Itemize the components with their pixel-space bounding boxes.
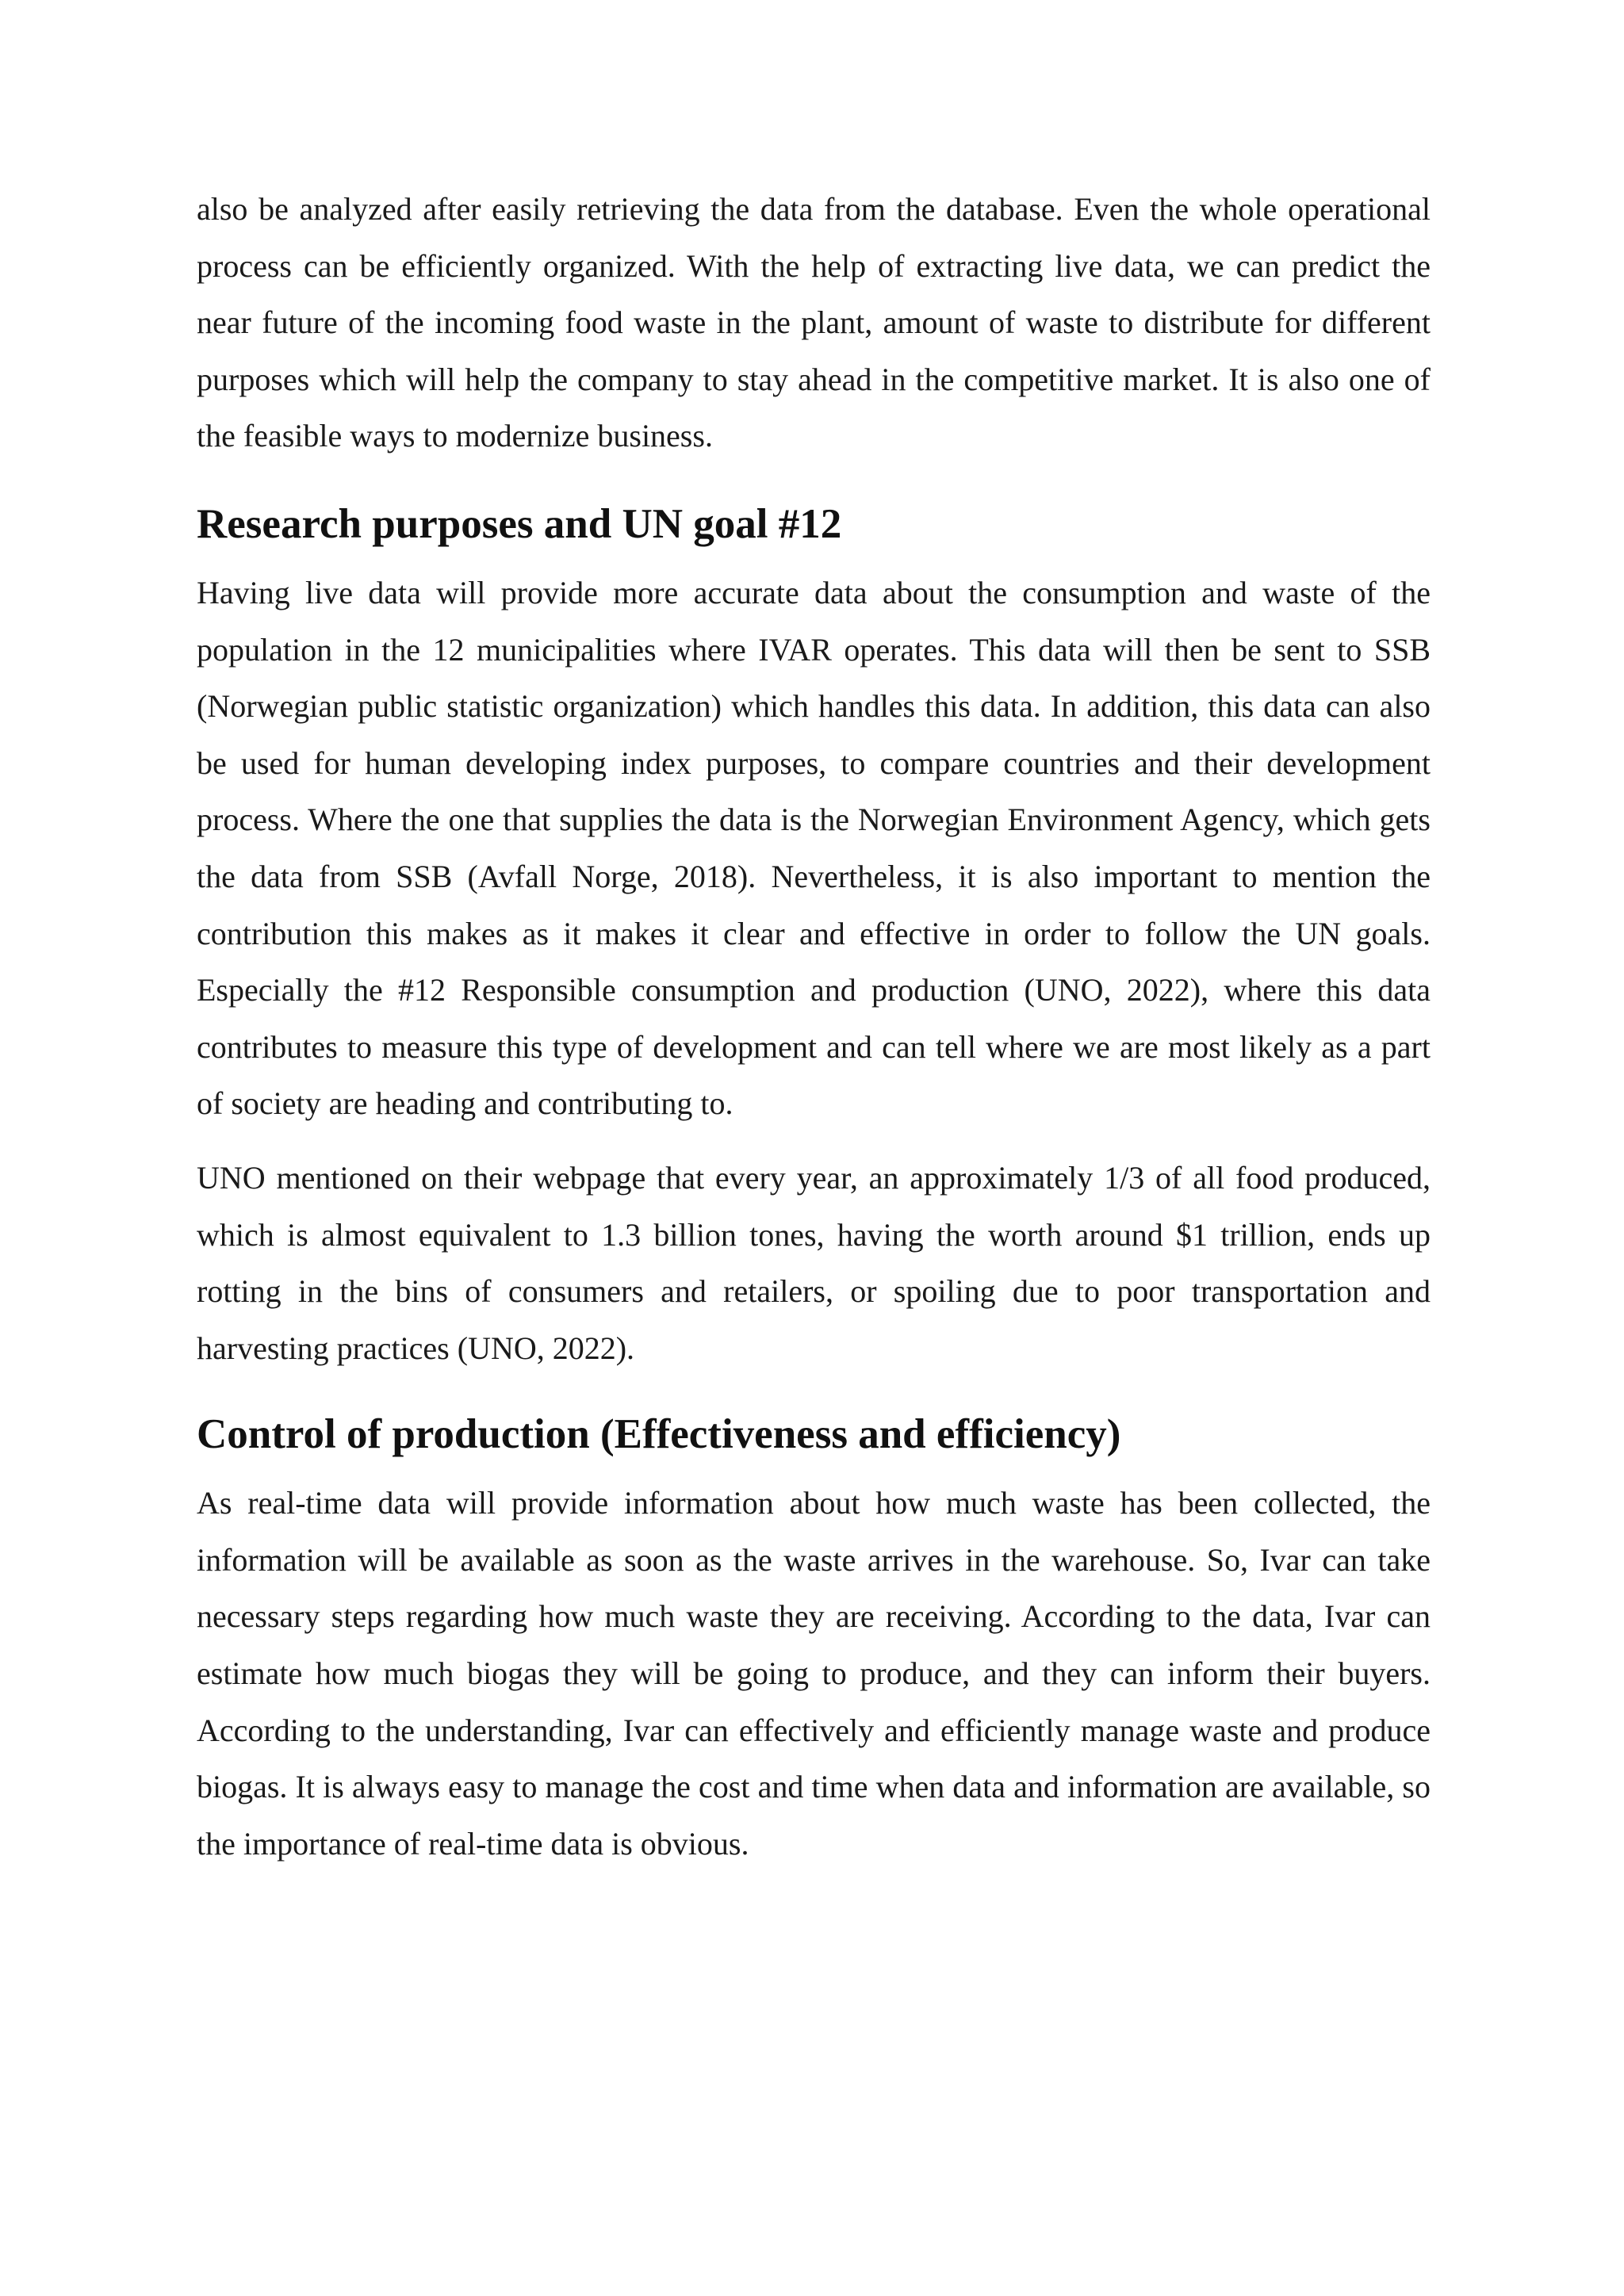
- paragraph-live-data-research: Having live data will provide more accurate data about the consumption and waste of the population in the 12 municipalities where IVAR operates. This data will then be sent to SSB (Norwegian public statistic organization) which handles this data. In addition, this data can also be used for human developing index purposes, to compare countries and their development process. Where the one that supplies the data is the Norwegian Environment Agency, which gets the data from SSB (Avfall Norge, 2018). Nevertheless, it is also important to mention the contribution this makes as it makes it clear and effective in order to follow the UN goals. Especially the #12 Responsible consumption and production (UNO, 2022), where this data contributes to measure this type of development and can tell where we are most likely as a part of society are heading and contributing to.: [197, 574, 1431, 1122]
- heading-control-of-production: Control of production (Effectiveness and efficiency): [197, 1411, 1121, 1458]
- paragraph-real-time-data: As real-time data will provide information about how much waste has been collected, the information will be available as soon as the waste arrives in the warehouse. So, Ivar can take necessary steps regarding how much waste they are receiving. According to the data, Ivar can estimate how much biogas they will be going to produce, and they can inform their buyers. According to the understanding, Ivar can effectively and efficiently manage waste and produce biogas. It is always easy to manage the cost and time when data and information are available, so the importance of real-time data is obvious.: [197, 1485, 1431, 1862]
- paragraph-intro-continuation: also be analyzed after easily retrieving the data from the database. Even the whole operational process can be efficiently organized. With the help of extracting live data, we can predict the near future of the incoming food waste in the plant, amount of waste to distribute for different purposes which will help the company to stay ahead in the competitive market. It is also one of the feasible ways to modernize business.: [197, 191, 1431, 454]
- heading-research-purposes: Research purposes and UN goal #12: [197, 500, 842, 547]
- paragraph-uno-food-waste: UNO mentioned on their webpage that every year, an approximately 1/3 of all food produced, which is almost equivalent to 1.3 billion tones, having the worth around $1 trillion, ends up rotting in the bins of consumers and retailers, or spoiling due to poor transportation and harvesting practices (UNO, 2022).: [197, 1159, 1431, 1366]
- document-page: [197, 181, 1431, 1872]
